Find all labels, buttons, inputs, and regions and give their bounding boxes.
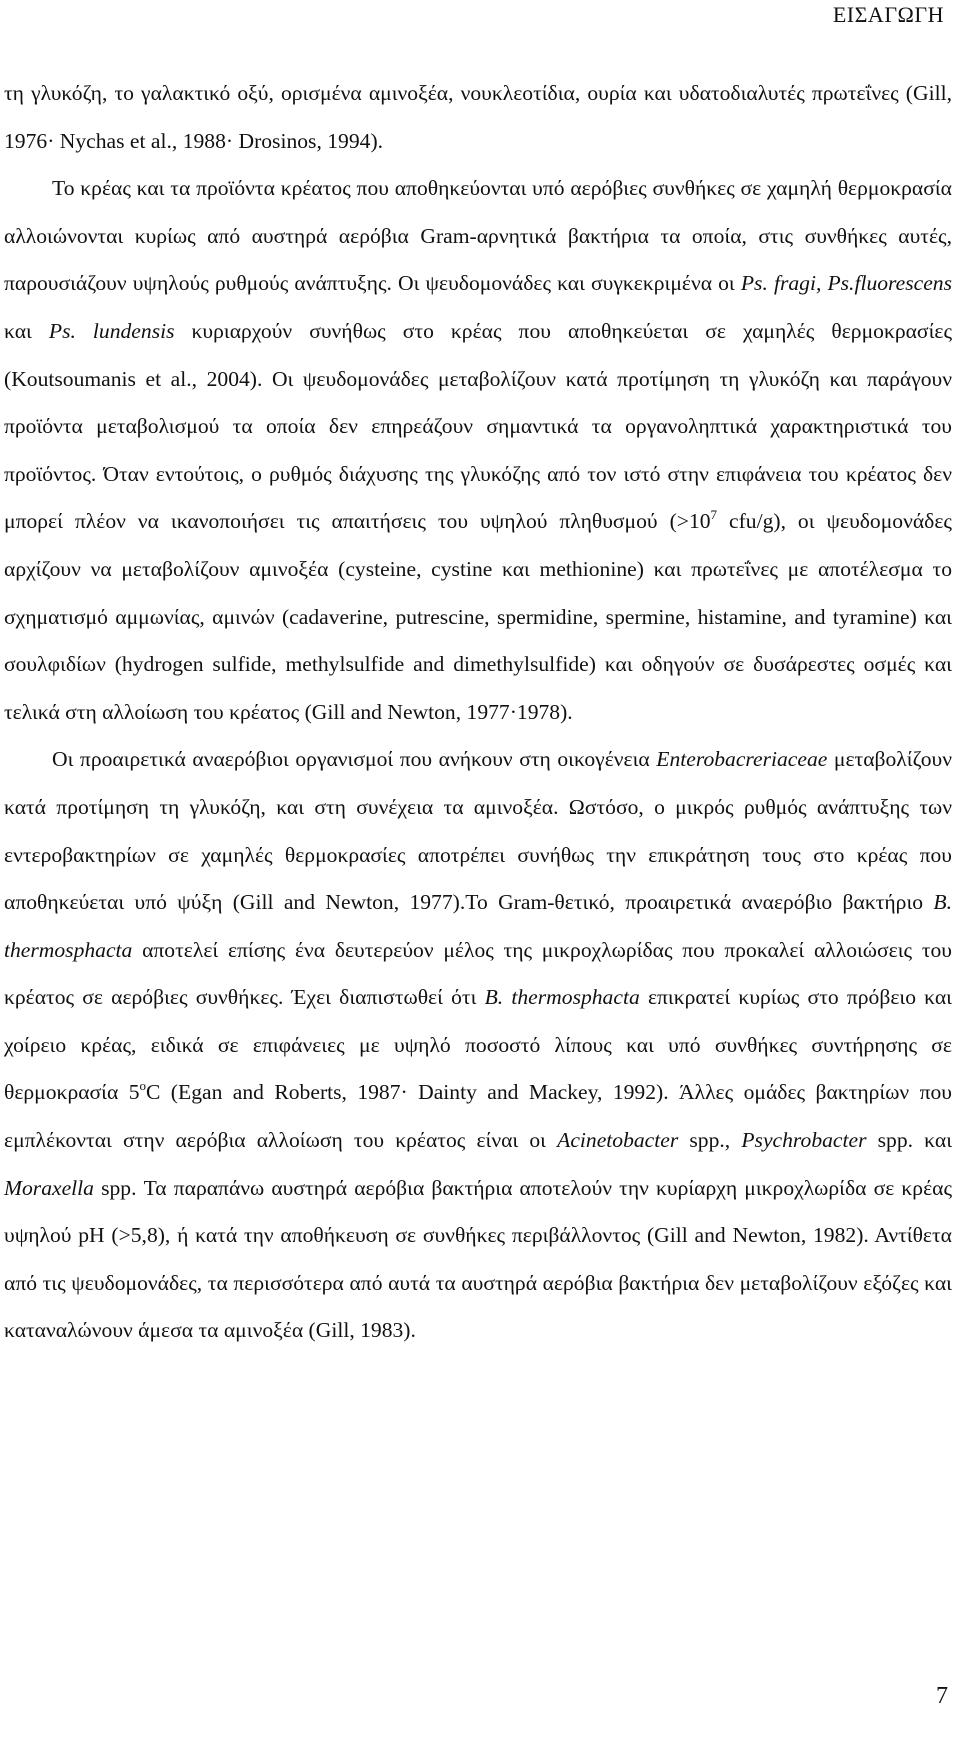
species-name: B. thermosphacta xyxy=(484,985,640,1010)
text-segment: cfu/g), οι ψευδομονάδες αρχίζουν να μεταβολίζουν αμινοξέα (cysteine, cystine και methionine) και πρωτεΐνες με αποτέλεσμα το σχηματισμό αμμωνίας, αμινών (cadaverine, putrescine, spermidine, spermine, histamine, and tyramine) και σουλφιδίων (hydrogen sulfide, methylsulfide and dimethylsulfide) και οδηγούν σε δυσάρεστες οσμές και τελικά στη αλλοίωση του κρέατος (Gill and Newton, 1977·1978). xyxy=(4,509,952,724)
genus-name: Psychrobacter xyxy=(741,1128,867,1153)
text-segment: spp. Τα παραπάνω αυστηρά αερόβια βακτήρια αποτελούν την κυρίαρχη μικροχλωρίδα σε κρέας υψηλού pH (>5,8), ή κατά την αποθήκευση σε συνθήκες περιβάλλοντος (Gill and Newton, 1982). Αντίθετα από τις ψευδομονάδες, τα περισσότερα από αυτά τα αυστηρά αερόβια βακτήρια δεν μεταβολίζουν εξόζες και καταναλώνουν άμεσα τα αμινοξέα (Gill, 1983). xyxy=(4,1175,952,1343)
superscript: o xyxy=(139,1078,146,1094)
genus-name: Moraxella xyxy=(4,1175,94,1200)
text-segment: επικρατεί κυρίως στο πρόβειο και χοίρειο κρέας, ειδικά σε επιφάνειες με υψηλό ποσοστό λίπους και υπό συνθήκες συντήρησης σε θερμοκρασία 5 xyxy=(4,985,952,1105)
text-segment: C (Egan and Roberts, 1987· Dainty and Mackey, 1992). Άλλες ομάδες βακτηρίων που εμπλέκονται στην αερόβια αλλοίωση του κρέατος είναι οι xyxy=(4,1080,952,1153)
text-segment: Το κρέας και τα προϊόντα κρέατος που αποθηκεύονται υπό αερόβιες συνθήκες σε χαμηλή θερμοκρασία αλλοιώνονται κυρίως από αυστηρά αερόβια Gram-αρνητικά βακτήρια τα οποία, στις συνθήκες αυτές, παρουσιάζουν υψηλούς ρυθμούς ανάπτυξης. Οι ψευδομονάδες και συγκεκριμένα οι xyxy=(4,176,952,296)
paragraph-1 xyxy=(4,70,952,165)
text-segment: μεταβολίζουν κατά προτίμηση τη γλυκόζη, και στη συνέχεια τα αμινοξέα. Ωστόσο, ο μικρός ρυθμός ανάπτυξης των εντεροβακτηρίων σε χαμηλές θερμοκρασίες αποτρέπει συνήθως την επικράτηση τους στο κρέας που αποθηκεύεται υπό ψύξη (Gill and Newton, 1977).Το Gram-θετικό, προαιρετικά αναερόβιο βακτήριο xyxy=(4,747,952,915)
text-segment: spp., xyxy=(678,1128,742,1153)
page-number: 7 xyxy=(936,1683,948,1709)
text-segment: και xyxy=(4,318,49,343)
family-name: Enterobacreriaceae xyxy=(656,747,828,772)
text-segment: Οι προαιρετικά αναερόβιοι οργανισμοί που ανήκουν στη οικογένεια xyxy=(52,747,657,772)
text-segment: αποτελεί επίσης ένα δευτερεύον μέλος της μικροχλωρίδας που προκαλεί αλλοιώσεις του κρέατος σε αερόβιες συνθήκες. Έχει διαπιστωθεί ότι xyxy=(4,937,952,1010)
superscript: 7 xyxy=(710,507,718,523)
text-segment: spp. και xyxy=(866,1128,952,1153)
text-segment: κυριαρχούν συνήθως στο κρέας που αποθηκεύεται σε χαμηλές θερμοκρασίες (Koutsoumanis et al., 2004). Οι ψευδομονάδες μεταβολίζουν κατά προτίμηση τη γλυκόζη και παράγουν προϊόντα μεταβολισμού τα οποία δεν επηρεάζουν σημαντικά τα οργανοληπτικά χαρακτηριστικά του προϊόντος. Όταν εντούτοις, ο ρυθμός διάχυσης της γλυκόζης από τον ιστό στην επιφάνεια του κρέατος δεν μπορεί πλέον να ικανοποιήσει τις απαιτήσεις του υψηλού πληθυσμού (>10 xyxy=(4,318,953,534)
running-header: ΕΙΣΑΓΩΓΗ xyxy=(832,2,944,27)
species-name: B. thermosphacta xyxy=(4,890,952,962)
species-name: Ps. fragi, Ps.fluorescens xyxy=(740,271,952,296)
body-text xyxy=(4,70,952,1355)
text-segment: τη γλυκόζη, το γαλακτικό οξύ, ορισμένα αμινοξέα, νουκλεοτίδια, ουρία και υδατοδιαλυτές πρωτεΐνες (Gill, 1976· Nychas et al., 1988· Drosinos, 1994). xyxy=(4,81,952,153)
paragraph-2 xyxy=(4,165,952,736)
species-name: Ps. lundensis xyxy=(48,318,175,343)
genus-name: Acinetobacter xyxy=(557,1128,679,1153)
paragraph-3 xyxy=(4,736,952,1355)
